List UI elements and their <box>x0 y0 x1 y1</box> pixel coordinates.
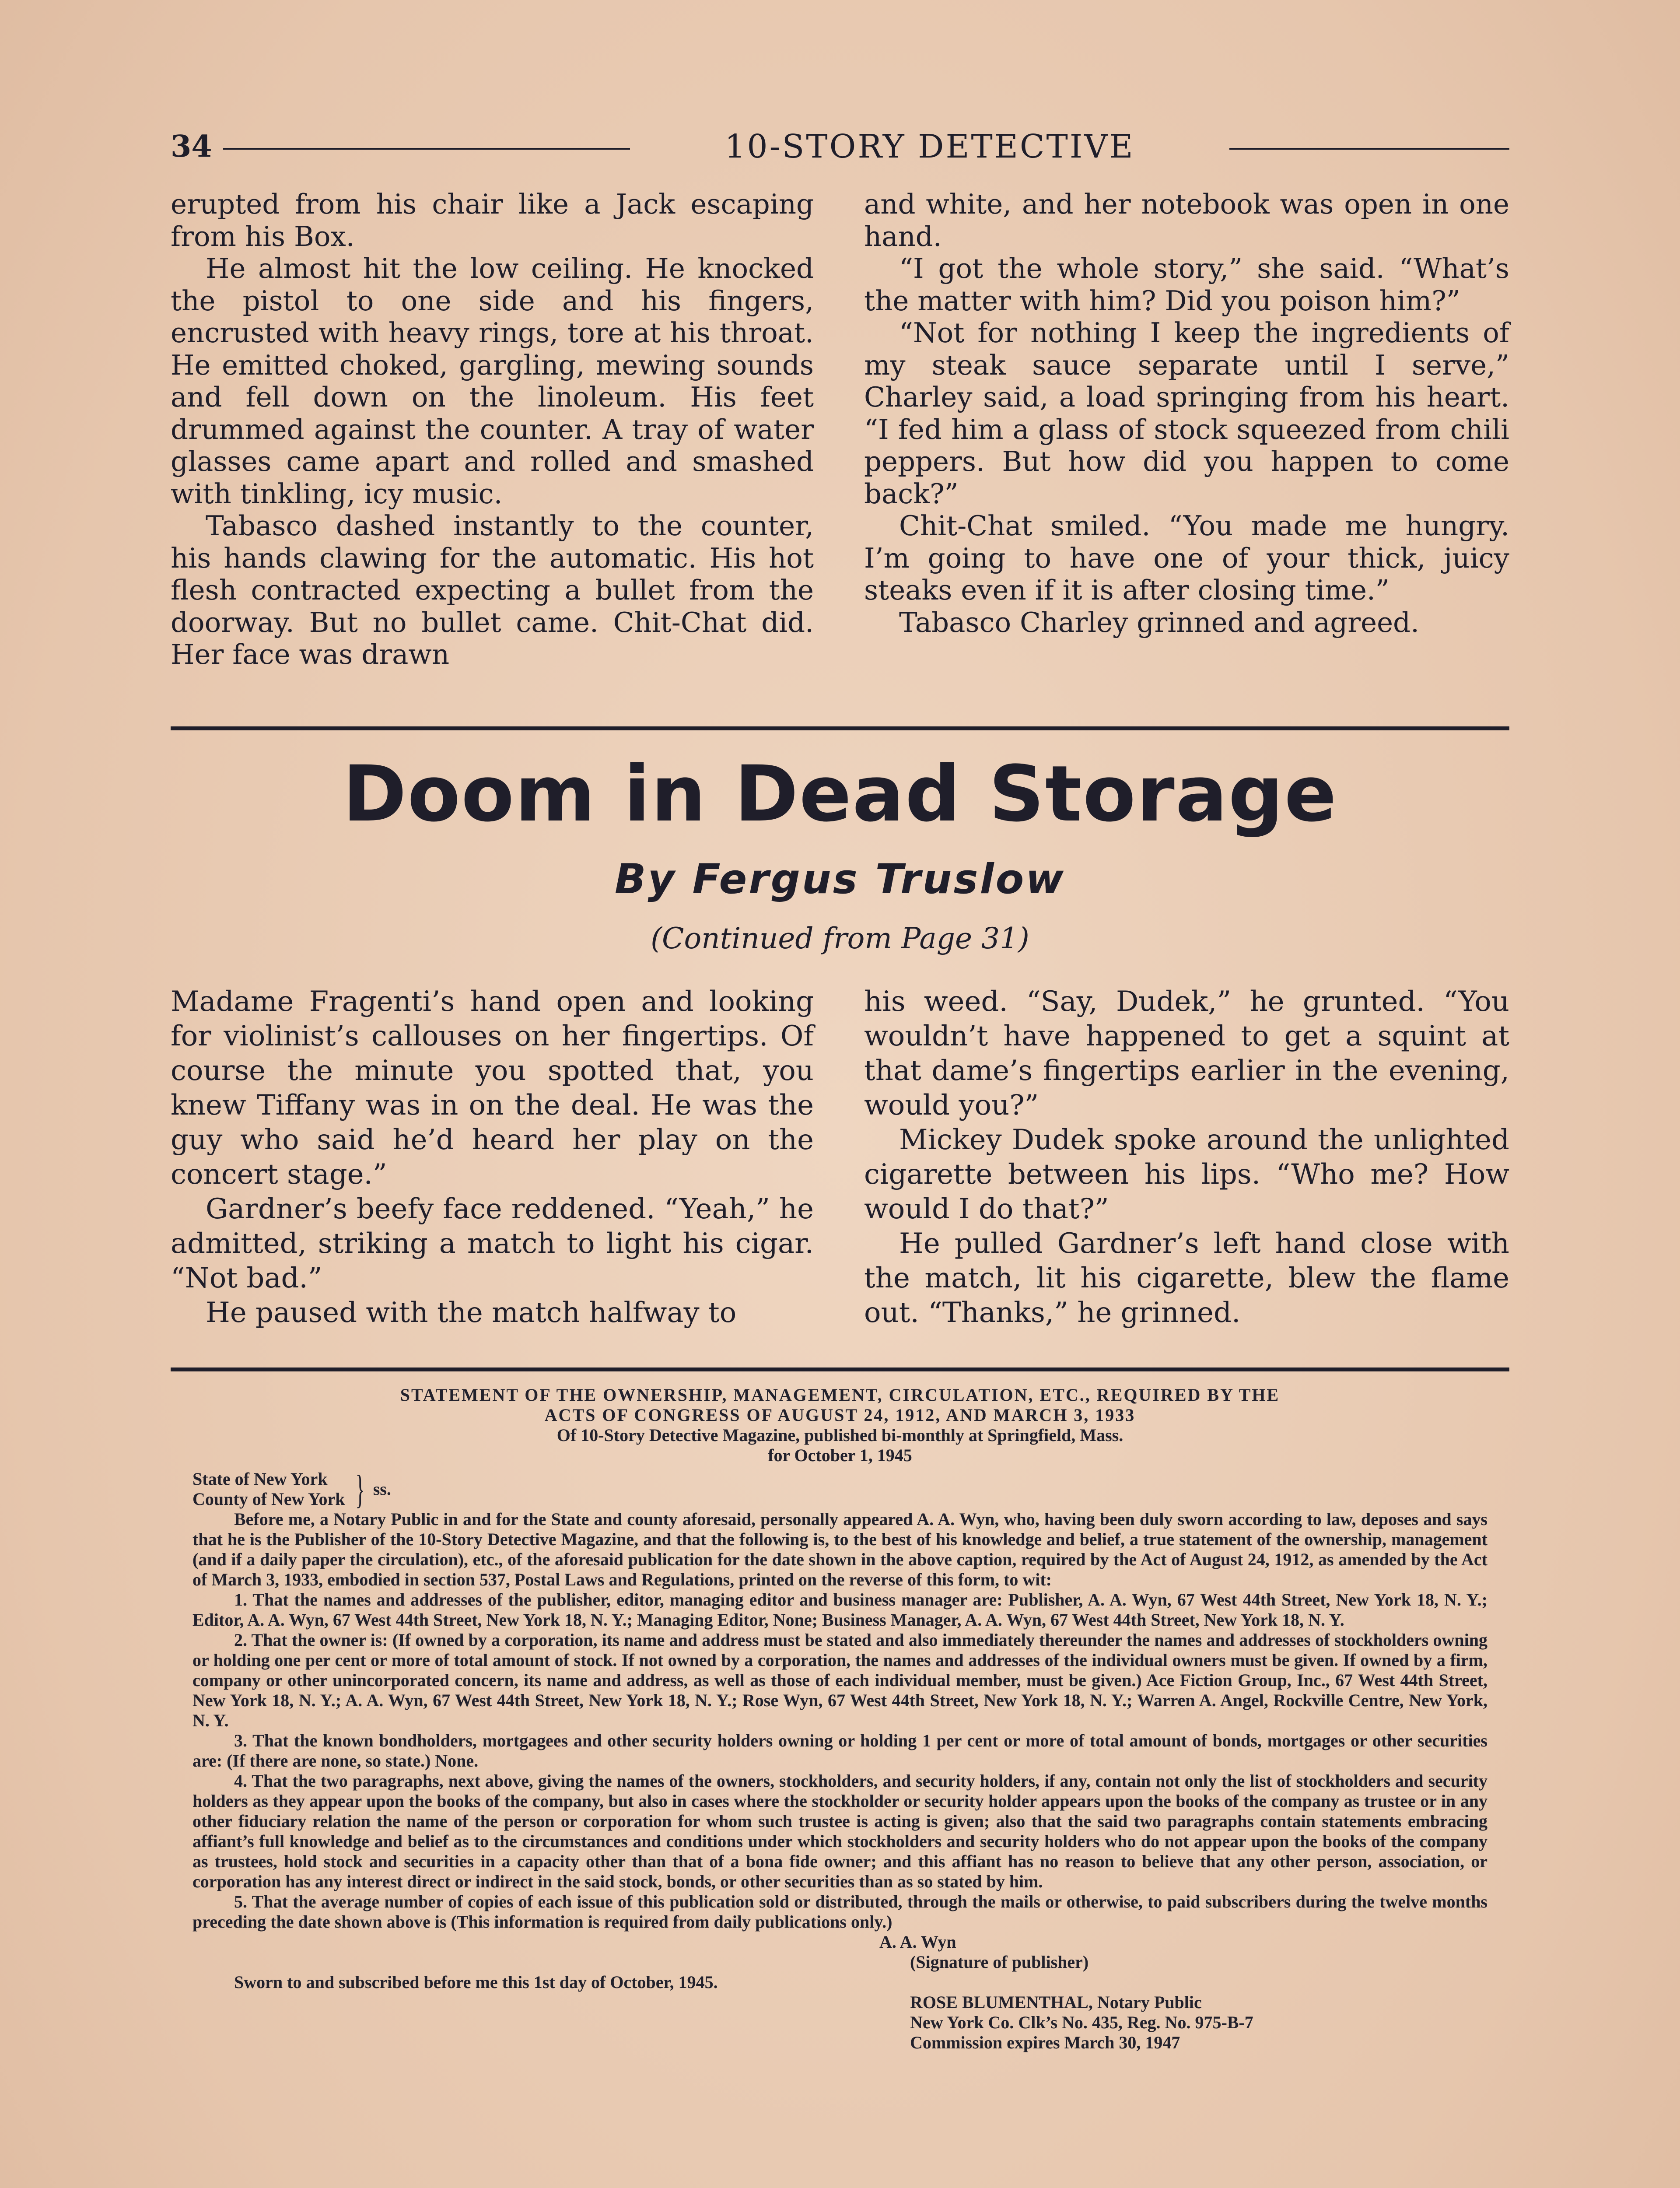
section-divider <box>171 726 1509 730</box>
signature-name: A. A. Wyn <box>879 1932 956 1952</box>
paragraph: Madame Fragenti’s hand open and looking for violinist’s callouses on her fingertips. Of course the minute you spotted that, you knew Tiffany was in on the deal. He was the guy who said he’d heard her play on the concert stage.” <box>171 985 814 1191</box>
top-right-column <box>864 188 1509 638</box>
statement-paragraph: 3. That the known bondholders, mortgagees and other security holders owning or holding 1 per cent or more of total amount of bonds, mortgages or other securities are: (If there are none, so state.) None. <box>192 1731 1488 1771</box>
paragraph: Tabasco Charley grinned and agreed. <box>899 606 1419 638</box>
signature-label: (Signature of publisher) <box>910 1952 1089 1972</box>
paragraph: Tabasco dashed instantly to the counter, his hands clawing for the automatic. His hot flesh contracted expecting a bullet from the doorway. But no bullet came. Chit-Chat did. Her face was drawn <box>171 510 814 670</box>
page-number: 34 <box>171 129 212 164</box>
sworn-line: Sworn to and subscribed before me this 1st day of October, 1945. <box>234 1972 718 1992</box>
story-left-column <box>171 985 814 1330</box>
statement-subheading: Of 10-Story Detective Magazine, published bi-monthly at Springfield, Mass. <box>556 1425 1124 1445</box>
running-head-rule-right <box>1229 148 1509 150</box>
paragraph: Chit-Chat smiled. “You made me hungry. I’m going to have one of your thick, juicy steaks even if it is after closing time.” <box>864 510 1509 606</box>
paragraph: and white, and her notebook was open in one hand. <box>864 188 1509 252</box>
ownership-statement <box>192 1385 1488 2053</box>
venue-county: County of New York <box>192 1489 345 1509</box>
story-title: Doom in Dead Storage <box>343 749 1337 839</box>
running-head <box>171 127 1509 175</box>
statement-divider <box>171 1368 1509 1371</box>
paragraph: “I got the whole story,” she said. “What’s the matter with him? Did you poison him?” <box>864 252 1509 317</box>
running-head-rule-left <box>223 148 630 150</box>
notary-name: ROSE BLUMENTHAL, Notary Public <box>910 1992 1202 2012</box>
statement-date: for October 1, 1945 <box>768 1445 912 1465</box>
magazine-title: 10-STORY DETECTIVE <box>724 128 1135 165</box>
paragraph: his weed. “Say, Dudek,” he grunted. “You wouldn’t have happened to get a squint at that dame’s fingertips earlier in the evening, would you?” <box>864 985 1509 1122</box>
venue-lines <box>192 1469 345 1509</box>
story-byline: By Fergus Truslow <box>614 856 1066 903</box>
venue-block <box>192 1469 1488 1509</box>
paragraph: erupted from his chair like a Jack escaping from his Box. <box>171 188 814 252</box>
top-left-column <box>171 188 814 671</box>
story-right-column <box>864 985 1509 1330</box>
paragraph: He pulled Gardner’s left hand close with the match, lit his cigarette, blew the flame out. “Thanks,” he grinned. <box>864 1227 1509 1329</box>
venue-state: State of New York <box>192 1469 328 1489</box>
notary-registration: New York Co. Clk’s No. 435, Reg. No. 975-B-7 <box>910 2013 1253 2032</box>
statement-paragraph: 2. That the owner is: (If owned by a corporation, its name and address must be stated and also immediately thereunder the names and addresses of stockholders owning or holding one per cent or more of total amount of stock. If not owned by a corporation, the names and addresses of the individual owners must be given. If owned by a firm, company or other unincorporated concern, its name and address, as well as those of each individual member, must be given.) Ace Fiction Group, Inc., 67 West 44th Street, New York 18, N. Y.; A. A. Wyn, 67 West 44th Street, New York 18, N. Y.; Rose Wyn, 67 West 44th Street, New York 18, N. Y.; Warren A. Angel, Rockville Centre, New York, N. Y. <box>192 1630 1488 1730</box>
statement-paragraph: 1. That the names and addresses of the publisher, editor, managing editor and business manager are: Publisher, A. A. Wyn, 67 West 44th Street, New York 18, N. Y.; Editor, A. A. Wyn, 67 West 44th Street, New York 18, N. Y.; Managing Editor, None; Business Manager, A. A. Wyn, 67 West 44th Street, New York 18, N. Y. <box>192 1590 1488 1630</box>
brace-glyph: } <box>355 1467 365 1511</box>
paragraph: He paused with the match halfway to <box>206 1297 737 1329</box>
paragraph: Mickey Dudek spoke around the unlighted cigarette between his lips. “Who me? How would I do that?” <box>864 1124 1509 1225</box>
paragraph: He almost hit the low ceiling. He knocked the pistol to one side and his fingers, encrusted with heavy rings, tore at his throat. He emitted choked, gargling, mewing sounds and fell down on the linoleum. His feet drummed against the counter. A tray of water glasses came apart and rolled and smashed with tinkling, icy music. <box>171 252 814 510</box>
notary-commission: Commission expires March 30, 1947 <box>910 2033 1180 2052</box>
statement-paragraph: 4. That the two paragraphs, next above, giving the names of the owners, stockholders, and security holders, if any, contain not only the list of stockholders and security holders as they appear upon the books of the company, but also in cases where the stockholder or security holder appears upon the books of the company as trustee or in any other fiduciary relation the name of the person or corporation for whom such trustee is acting is given; also that the said two paragraphs contain statements embracing affiant’s full knowledge and belief as to the circumstances and conditions under which stockholders and security holders who do not appear upon the books of the company as trustees, hold stock and securities in a capacity other than that of a bona fide owner; and this affiant has no reason to believe that any other person, association, or corporation has any interest direct or indirect in the said stock, bonds, or other securities than as so stated by him. <box>192 1771 1488 1891</box>
statement-paragraph: 5. That the average number of copies of each issue of this publication sold or distributed, through the mails or otherwise, to paid subscribers during the twelve months preceding the date shown above is (This information is required from daily publications only.) <box>192 1892 1488 1932</box>
paragraph: Gardner’s beefy face reddened. “Yeah,” he admitted, striking a match to light his cigar. “Not bad.” <box>171 1193 814 1294</box>
statement-heading: ACTS OF CONGRESS OF AUGUST 24, 1912, AND MARCH 3, 1933 <box>544 1405 1136 1425</box>
continued-note: (Continued from Page 31) <box>651 922 1029 955</box>
paragraph: “Not for nothing I keep the ingredients of my steak sauce separate until I serve,” Charley said, a load springing from his heart. “I fed him a glass of stock squeezed from chili peppers. But how did you happen to come back?” <box>864 317 1509 510</box>
statement-heading: STATEMENT OF THE OWNERSHIP, MANAGEMENT, CIRCULATION, ETC., REQUIRED BY THE <box>400 1385 1280 1405</box>
venue-ss: ss. <box>373 1479 391 1499</box>
statement-paragraph: Before me, a Notary Public in and for the State and county aforesaid, personally appeared A. A. Wyn, who, having been duly sworn according to law, deposes and says that he is the Publisher of the 10-Story Detective Magazine, and that the following is, to the best of his knowledge and belief, a true statement of the ownership, management (and if a daily paper the circulation), etc., of the aforesaid publication for the date shown in the above caption, required by the Act of August 24, 1912, as amended by the Act of March 3, 1933, embodied in section 537, Postal Laws and Regulations, printed on the reverse of this form, to wit: <box>192 1509 1488 1589</box>
